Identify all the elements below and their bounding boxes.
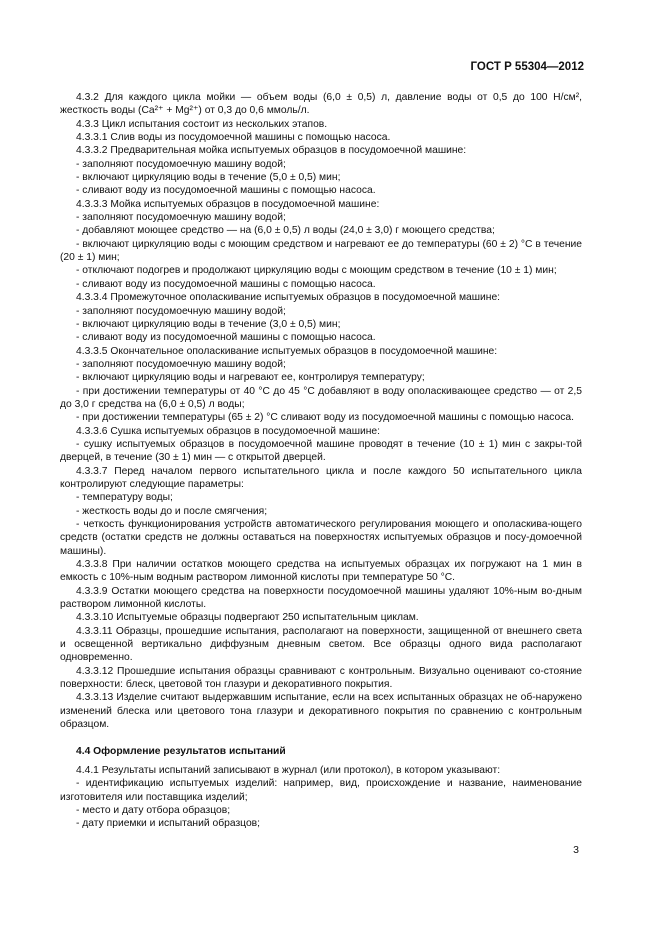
paragraph: 4.3.3.10 Испытуемые образцы подвергают 250 испытательным циклам. [76,612,419,624]
paragraph: 4.3.3.13 Изделие считают выдержавшим испытание, если на всех испытанных образцах не об-наружено изменений блеска или цветового тона глазури и декоративного покрытия по сравнению с контрольным образцом. [60,692,582,731]
paragraph: - сливают воду из посудомоечной машины с помощью насоса. [76,185,376,197]
paragraph: - сушку испытуемых образцов в посудомоечной машине проводят в течение (10 ± 1) мин с закры-той дверцей, в течение (30 ± 1) мин — с открытой дверцей. [60,438,582,464]
paragraph: - включают циркуляцию воды и нагревают ее, контролируя температуру; [76,372,425,384]
section-4-3-content [60,91,582,732]
paragraph: - заполняют посудомоечную машину водой; [76,212,286,224]
paragraph: 4.3.3.9 Остатки моющего средства на поверхности посудомоечной машины удаляют 10%-ным во-дным раствором лимонной кислоты. [60,585,582,611]
paragraph: 4.3.3.6 Сушка испытуемых образцов в посудомоечной машине: [76,425,380,437]
paragraph: 4.3.3.3 Мойка испытуемых образцов в посудомоечной машине: [76,198,380,210]
paragraph: 4.3.3.8 При наличии остатков моющего средства на испытуемых образцах их погружают на 1 мин в емкость с 10%-ным водным раствором лимонной кислоты при температуре 50 °С. [60,559,582,584]
paragraph: - при достижении температуры от 40 °С до 45 °С добавляют в воду ополаскивающее средство — от 2,5 до 3,0 г средства на (6,0 ± 0,5) л воды; [60,385,582,410]
section-heading: 4.4 Оформление результатов испытаний [76,745,286,757]
paragraph: - дату приемки и испытаний образцов; [76,818,261,830]
body-text [60,91,582,831]
paragraph: - включают циркуляцию воды в течение (3,0 ± 0,5) мин; [76,318,341,330]
paragraph: - сливают воду из посудомоечной машины с помощью насоса. [76,332,376,344]
paragraph: - температуру воды; [76,492,173,504]
paragraph: 4.3.2 Для каждого цикла мойки — объем воды (6,0 ± 0,5) л, давление воды от 0,5 до 100 Н/см², жесткость воды (Ca²⁺ + Mg²⁺) от 0,3 до 0,6 ммоль/л. [60,92,582,117]
paragraph: 4.3.3.12 Прошедшие испытания образцы сравнивают с контрольным. Визуально оценивают со-стояние поверхности: блеск, цветовой тон глазури и декоративного покрытия. [60,665,582,691]
paragraph: - при достижении температуры (65 ± 2) °С сливают воду из посудомоечной машины с помощью насоса. [76,412,574,424]
paragraph: - место и дату отбора образцов; [76,804,231,816]
paragraph: - сливают воду из посудомоечной машины с помощью насоса. [76,278,376,290]
paragraph: 4.3.3 Цикл испытания состоит из нескольких этапов. [76,118,328,130]
standard-header: ГОСТ Р 55304—2012 [470,61,584,73]
paragraph: 4.3.3.4 Промежуточное ополаскивание испытуемых образцов в посудомоечной машине: [76,292,501,304]
paragraph: - включают циркуляцию воды в течение (5,0 ± 0,5) мин; [76,172,341,184]
paragraph: 4.3.3.5 Окончательное ополаскивание испытуемых образцов в посудомоечной машине: [76,345,498,357]
paragraph: - заполняют посудомоечную машину водой; [76,358,286,370]
section-4-4-content [60,764,582,831]
paragraph: - четкость функционирования устройств автоматического регулирования моющего и ополаскива-ющего средств (остатки средств не должны оставаться на поверхностях испытуемых образцов и посу-домоечной машины). [60,519,582,557]
paragraph: 4.3.3.2 Предварительная мойка испытуемых образцов в посудомоечной машине: [76,145,467,157]
paragraph: - заполняют посудомоечную машину водой; [76,305,286,317]
paragraph: 4.4.1 Результаты испытаний записывают в журнал (или протокол), в котором указывают: [76,764,501,776]
paragraph: - жесткость воды до и после смягчения; [76,505,268,517]
paragraph: - идентификацию испытуемых изделий: например, вид, происхождение и название, наименование изготовителя или поставщика изделий; [60,778,582,803]
paragraph: 4.3.3.11 Образцы, прошедшие испытания, располагают на поверхности, защищенной от внешнего света и освещенной вертикально диффузным дневным светом. Все образцы одного вида располагают одновременно. [60,625,582,664]
paragraph: - включают циркуляцию воды с моющим средством и нагревают ее до температуры (60 ± 2) °С в течение (20 ± 1) мин; [60,238,582,264]
page-number: 3 [573,844,579,856]
paragraph: 4.3.3.1 Слив воды из посудомоечной машины с помощью насоса. [76,132,391,144]
paragraph: - добавляют моющее средство — на (6,0 ± 0,5) л воды (24,0 ± 3,0) г моющего средства; [76,225,495,237]
paragraph: 4.3.3.7 Перед началом первого испытательного цикла и после каждого 50 испытательного цикла контролируют следующие параметры: [60,465,582,490]
paragraph: - отключают подогрев и продолжают циркуляцию воды с моющим средством в течение (10 ± 1) мин; [76,265,557,277]
paragraph: - заполняют посудомоечную машину водой; [76,158,286,170]
